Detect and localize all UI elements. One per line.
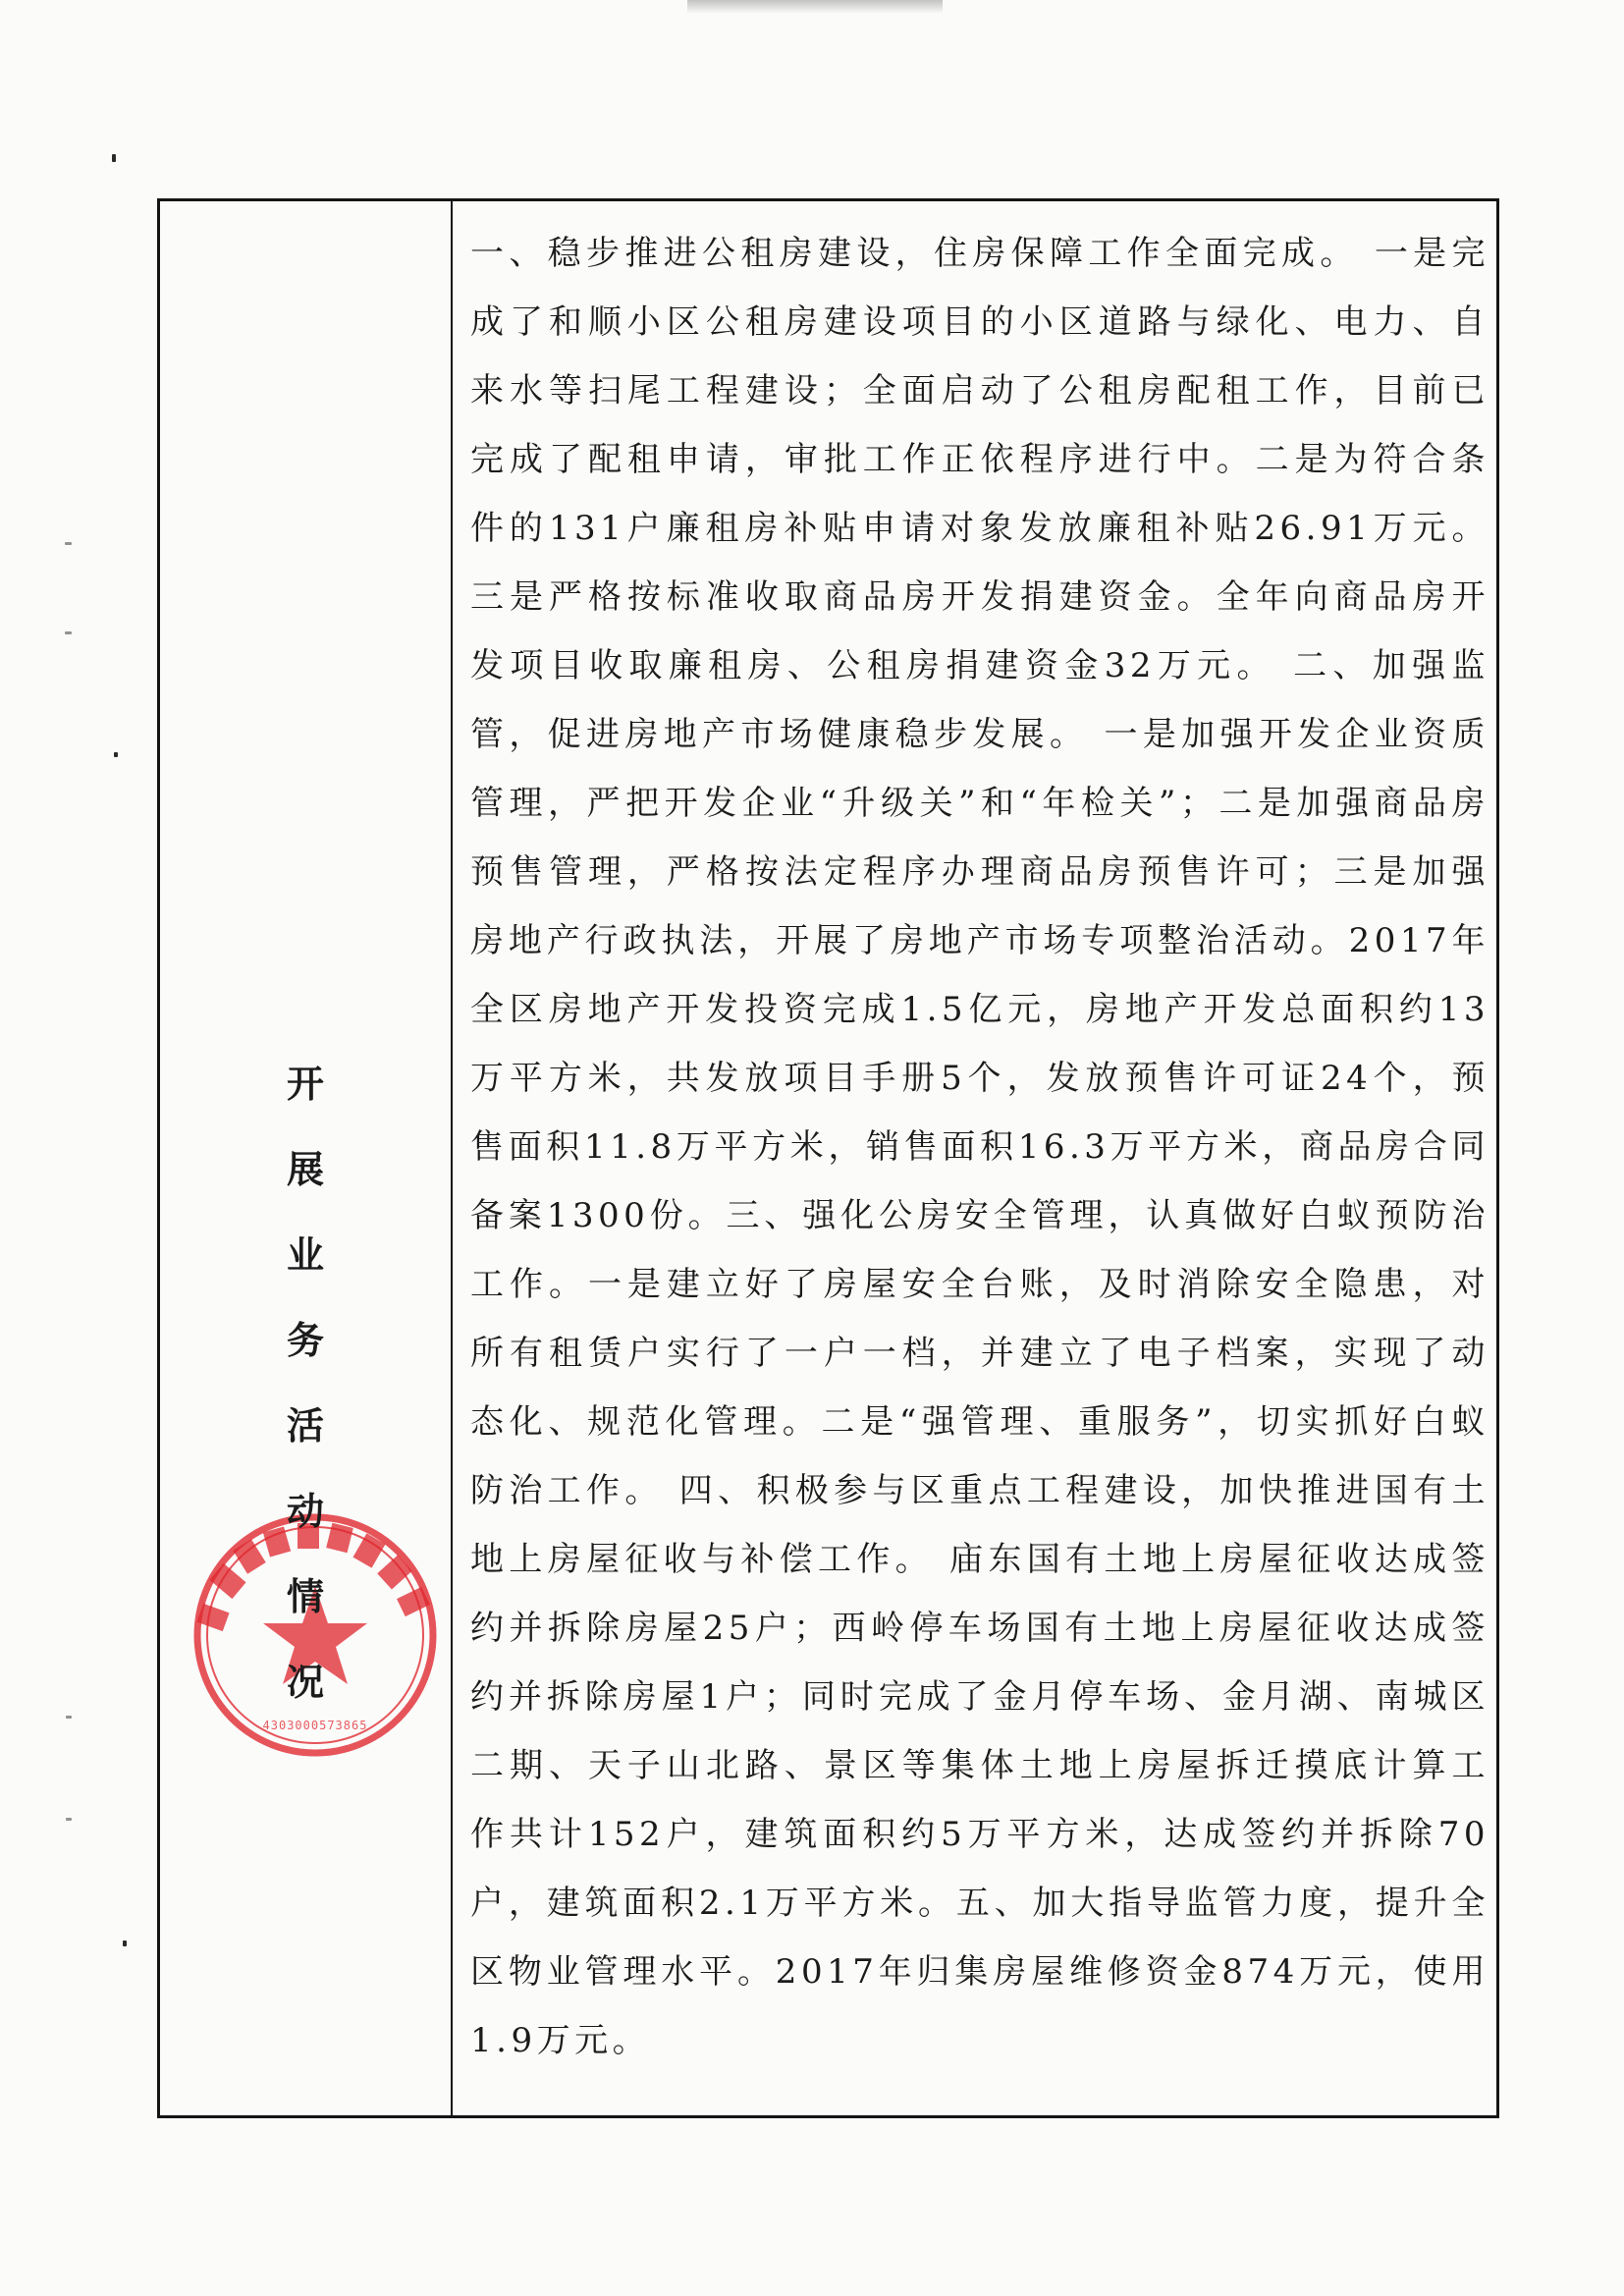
section-label-char: 开 [286, 1062, 324, 1106]
form-table [157, 198, 1499, 2118]
scan-speck [66, 1818, 72, 1821]
section-label-char: 活 [286, 1403, 324, 1448]
section-label-char: 动 [286, 1489, 324, 1533]
content-column [453, 201, 1496, 2115]
section-label-char: 务 [286, 1318, 324, 1362]
activity-report-text: 一、稳步推进公租房建设，住房保障工作全面完成。 一是完成了和顺小区公租房建设项目的小区道路与绿化、电力、自来水等扫尾工程建设；全面启动了公租房配租工作，目前已完成了配租申请，审批工作正依程序进行中。二是为符合条件的131户廉租房补贴申请对象发放廉租补贴26.91万元。三是严格按标准收取商品房开发捐建资金。全年向商品房开发项目收取廉租房、公租房捐建资金32万元。 二、加强监管，促进房地产市场健康稳步发展。 一是加强开发企业资质管理，严把开发企业“升级关”和“年检关”；二是加强商品房预售管理，严格按法定程序办理商品房预售许可；三是加强房地产行政执法，开展了房地产市场专项整治活动。2017年全区房地产开发投资完成1.5亿元，房地产开发总面积约13万平方米，共发放项目手册5个，发放预售许可证24个，预售面积11.8万平方米，销售面积16.3万平方米，商品房合同备案1300份。三、强化公房安全管理，认真做好白蚁预防治工作。一是建立好了房屋安全台账，及时消除安全隐患，对所有租赁户实行了一户一档，并建立了电子档案，实现了动态化、规范化管理。二是“强管理、重服务”，切实抓好白蚁防治工作。 四、积极参与区重点工程建设，加快推进国有土地上房屋征收与补偿工作。 庙东国有土地上房屋征收达成签约并拆除房屋25户；西岭停车场国有土地上房屋征收达成签约并拆除房屋1户；同时完成了金月停车场、金月湖、南城区二期、天子山北路、景区等集体土地上房屋拆迁摸底计算工作共计152户，建筑面积约5万平方米，达成签约并拆除70户，建筑面积2.1万平方米。五、加大指导监管力度，提升全区物业管理水平。2017年归集房屋维修资金874万元，使用1.9万元。 [470, 234, 1489, 2060]
section-label-char: 业 [286, 1232, 324, 1277]
section-label-char: 情 [286, 1574, 324, 1618]
scan-speck [65, 631, 72, 634]
scan-speck [65, 542, 72, 545]
scan-speck [66, 1716, 72, 1719]
label-column [160, 201, 453, 2115]
scan-speck [123, 1941, 127, 1946]
scan-top-edge [687, 0, 943, 14]
seal-serial-number: 4303000573865 [262, 1719, 368, 1732]
section-label-char: 况 [286, 1660, 324, 1704]
scan-speck [114, 752, 118, 757]
scan-speck [112, 154, 116, 162]
section-label-char: 展 [286, 1147, 324, 1191]
